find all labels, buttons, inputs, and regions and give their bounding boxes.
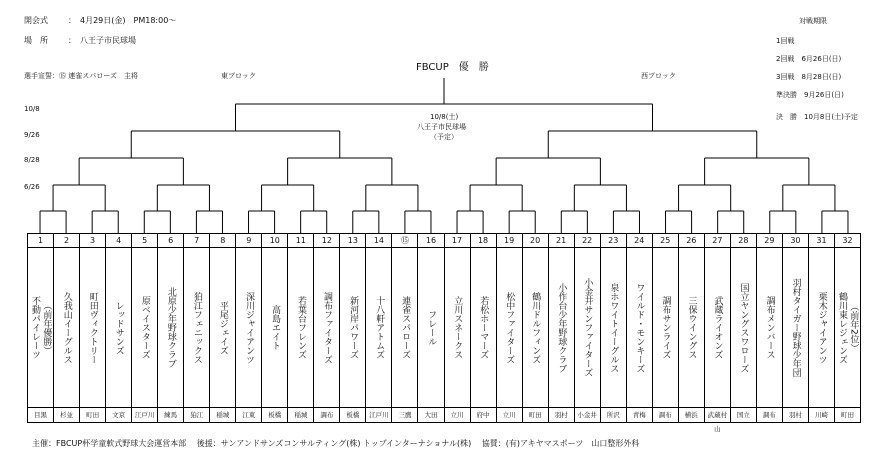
team-name-text: ワイルド・モンキーズ	[634, 282, 645, 373]
team-name-text: 国立ヤングスワローズ	[738, 282, 749, 373]
team-column	[497, 234, 523, 422]
team-name-text: 栗木ジャイアンツ	[816, 291, 827, 364]
round-label-final: 10/8	[24, 105, 40, 113]
team-name	[705, 248, 730, 407]
team-number: 26	[679, 234, 704, 248]
team-area: 練馬	[158, 407, 183, 422]
team-number: 4	[106, 234, 131, 248]
team-name	[184, 248, 209, 407]
team-name-text: レッドサンズ	[113, 300, 124, 355]
team-name	[366, 248, 391, 407]
team-name-text: 松中ファイターズ	[504, 291, 515, 364]
team-area: 川崎	[809, 407, 834, 422]
team-number: 2	[54, 234, 79, 248]
team-column	[132, 234, 158, 422]
team-number: 23	[601, 234, 626, 248]
team-area: 国立	[731, 407, 756, 422]
team-area: 立川	[497, 407, 522, 422]
team-name	[132, 248, 157, 407]
team-number: 31	[809, 234, 834, 248]
team-name	[262, 248, 287, 407]
team-number: 22	[575, 234, 600, 248]
team-name-text: 若葉台フレンズ	[296, 296, 306, 359]
team-number: 1	[28, 234, 53, 248]
opening-label: 開会式	[24, 16, 48, 25]
schedule-row: 3回戦 8月28日(日)	[776, 73, 842, 81]
team-name-text: 久我山イーグルス	[61, 291, 72, 364]
team-number: 30	[783, 234, 808, 248]
team-area: 大田	[418, 407, 443, 422]
schedule-heading: 対戦期限	[799, 17, 827, 25]
team-area: 文京	[106, 407, 131, 422]
team-column	[835, 234, 860, 422]
team-name	[288, 248, 313, 407]
team-name-text: 新河岸パワーズ	[348, 296, 359, 359]
team-area: 三鷹	[392, 407, 417, 422]
team-area: 板橋	[262, 407, 287, 422]
team-column	[523, 234, 549, 422]
team-name	[210, 248, 235, 407]
team-name-text: 泉ホワイトイーグルス	[608, 282, 619, 373]
team-name	[54, 248, 79, 407]
venue-label: 場 所	[24, 36, 48, 45]
team-column	[184, 234, 210, 422]
team-table	[27, 233, 861, 433]
team-name-note: （前年優勝）	[41, 300, 52, 355]
team-area: 小金井	[575, 407, 600, 422]
team-name	[601, 248, 626, 407]
team-area: 立川	[445, 407, 470, 422]
team-name	[445, 248, 470, 407]
team-name-text: 鶴川東レジェンズ	[836, 291, 847, 364]
team-area: 羽村	[783, 407, 808, 422]
team-number: 19	[497, 234, 522, 248]
team-column	[445, 234, 471, 422]
team-name-text: 調布メンバース	[764, 296, 775, 359]
team-area: 府中	[471, 407, 496, 422]
team-name	[523, 248, 548, 407]
team-area: 町田	[835, 407, 860, 422]
team-name	[783, 248, 808, 407]
team-area: 町田	[80, 407, 105, 422]
team-name	[835, 248, 860, 407]
venue-value: ： 八王子市民球場	[68, 36, 136, 45]
team-column	[471, 234, 497, 422]
team-name-text: 小金井サンファイターズ	[582, 278, 593, 377]
round-label-round3: 8/28	[24, 156, 40, 164]
team-name	[106, 248, 131, 407]
team-area: 所沢	[601, 407, 626, 422]
team-name-text: 若松ホーマーズ	[478, 296, 489, 359]
team-column	[288, 234, 314, 422]
team-number: 14	[366, 234, 391, 248]
team-number: 12	[314, 234, 339, 248]
team-name-text: 狛江フェニックス	[191, 291, 202, 364]
schedule-row: 2回戦 6月26日(日)	[776, 55, 842, 63]
team-column	[80, 234, 106, 422]
team-name	[392, 248, 417, 407]
team-column	[340, 234, 366, 422]
opening-value: ： 4月29日(金) PM18:00〜	[68, 16, 177, 25]
team-name	[731, 248, 756, 407]
team-name-text: 三保ウイングス	[686, 296, 697, 359]
team-name	[653, 248, 678, 407]
team-area: 目黒	[28, 407, 53, 422]
team-area: 武蔵村山	[705, 407, 730, 422]
team-number: 28	[731, 234, 756, 248]
team-column	[236, 234, 262, 422]
team-area: 横浜	[679, 407, 704, 422]
team-area: 江東	[236, 407, 261, 422]
team-name	[627, 248, 652, 407]
team-name-text: 平尾ジェイズ	[217, 300, 228, 355]
final-place: 八王子市民球場	[417, 123, 466, 131]
team-name	[471, 248, 496, 407]
team-name-text: 不動パイレーツ	[30, 296, 41, 359]
team-column	[54, 234, 80, 422]
team-name-note: （前年2位）	[848, 302, 859, 353]
team-name	[679, 248, 704, 407]
team-number: 21	[549, 234, 574, 248]
team-column	[392, 234, 418, 422]
east-block-label: 東ブロック	[221, 72, 256, 80]
team-column	[653, 234, 679, 422]
team-name-text: 羽村タイガー野球少年団	[790, 278, 801, 377]
team-name-text: 連雀スパローズ	[400, 296, 411, 359]
team-column	[601, 234, 627, 422]
team-name	[549, 248, 574, 407]
team-number: 18	[471, 234, 496, 248]
west-block-label: 西ブロック	[641, 72, 676, 80]
team-column	[366, 234, 392, 422]
team-name-text: 北原少年野球クラブ	[165, 287, 176, 368]
team-name-text: フレール	[426, 309, 437, 346]
team-name	[809, 248, 834, 407]
team-column	[314, 234, 340, 422]
team-name-text: 小作台少年野球クラブ	[556, 282, 567, 373]
schedule-row: 1回戦	[776, 37, 795, 45]
team-number: 32	[835, 234, 860, 248]
team-area: 狛江	[184, 407, 209, 422]
team-area: 稲城	[288, 407, 313, 422]
team-number: ⑮	[392, 234, 417, 248]
team-number: 7	[184, 234, 209, 248]
schedule-row: 決 勝 10月8日(土)予定	[776, 113, 858, 121]
team-column	[757, 234, 783, 422]
team-name	[340, 248, 365, 407]
team-column	[705, 234, 731, 433]
team-column	[549, 234, 575, 422]
team-name	[418, 248, 443, 407]
final-note: （予定）	[430, 133, 458, 141]
team-area: 町田	[523, 407, 548, 422]
team-column	[210, 234, 236, 422]
team-name	[236, 248, 261, 407]
team-number: 11	[288, 234, 313, 248]
team-number: 24	[627, 234, 652, 248]
team-number: 3	[80, 234, 105, 248]
team-name	[575, 248, 600, 407]
tournament-title: FBCUP 優 勝	[416, 62, 489, 73]
team-column	[28, 234, 54, 422]
team-name-text: 調布ファイターズ	[322, 291, 333, 364]
team-area: 調布	[653, 407, 678, 422]
team-column	[106, 234, 132, 422]
team-area: 江戸川	[366, 407, 391, 422]
oath-text: 選手宣誓：⑮ 連雀スパローズ 主将	[24, 72, 138, 80]
team-area: 稲城	[210, 407, 235, 422]
team-number: 5	[132, 234, 157, 248]
team-name	[497, 248, 522, 407]
team-number: 9	[236, 234, 261, 248]
team-column	[731, 234, 757, 422]
team-name	[158, 248, 183, 407]
team-column	[158, 234, 184, 422]
team-number: 8	[210, 234, 235, 248]
team-name	[28, 248, 53, 407]
team-name	[757, 248, 782, 407]
team-column	[627, 234, 653, 422]
team-name	[314, 248, 339, 407]
team-area: 羽村	[549, 407, 574, 422]
team-number: 16	[418, 234, 443, 248]
team-number: 10	[262, 234, 287, 248]
team-name-text: 深川ジャイアンツ	[243, 291, 254, 364]
round-label-round2: 6/26	[24, 183, 40, 191]
team-area: 調布	[757, 407, 782, 422]
team-name-text: 鶴川ドルフィンズ	[530, 291, 541, 364]
team-column	[262, 234, 288, 422]
team-name-text: 十八軒アトムズ	[374, 296, 385, 359]
team-area: 杉並	[54, 407, 79, 422]
team-column	[575, 234, 601, 422]
team-area: 江戸川	[132, 407, 157, 422]
footer-sponsors: 主催：FBCUP杯学童軟式野球大会運営本部 後援：サンアンドサンズコンサルティング(株) トップインターナショナル(株) 協賛：(有)アキヤマスポーツ 山口整形外科	[32, 439, 640, 448]
team-name	[80, 248, 105, 407]
team-name-text: 武蔵ライオンズ	[712, 296, 723, 359]
team-name-text: 町田ヴィクトリー	[87, 291, 98, 364]
team-name-text: 原ベイスターズ	[139, 296, 150, 359]
final-date: 10/8(土)	[430, 113, 459, 121]
team-number: 29	[757, 234, 782, 248]
round-label-semi: 9/26	[24, 131, 40, 139]
team-number: 17	[445, 234, 470, 248]
team-name-text: 高島エイト	[269, 305, 280, 350]
team-number: 6	[158, 234, 183, 248]
team-number: 25	[653, 234, 678, 248]
team-number: 13	[340, 234, 365, 248]
team-number: 20	[523, 234, 548, 248]
team-column	[679, 234, 705, 422]
team-column	[783, 234, 809, 422]
team-area: 板橋	[340, 407, 365, 422]
schedule-row: 準決勝 9月26日(日)	[776, 91, 844, 99]
team-name-text: 立川スネークス	[452, 296, 463, 359]
team-area: 青梅	[627, 407, 652, 422]
team-area: 調布	[314, 407, 339, 422]
team-column	[809, 234, 835, 422]
team-number: 27	[705, 234, 730, 248]
team-column	[418, 234, 444, 422]
team-name-text: 調布サンライズ	[660, 296, 671, 359]
